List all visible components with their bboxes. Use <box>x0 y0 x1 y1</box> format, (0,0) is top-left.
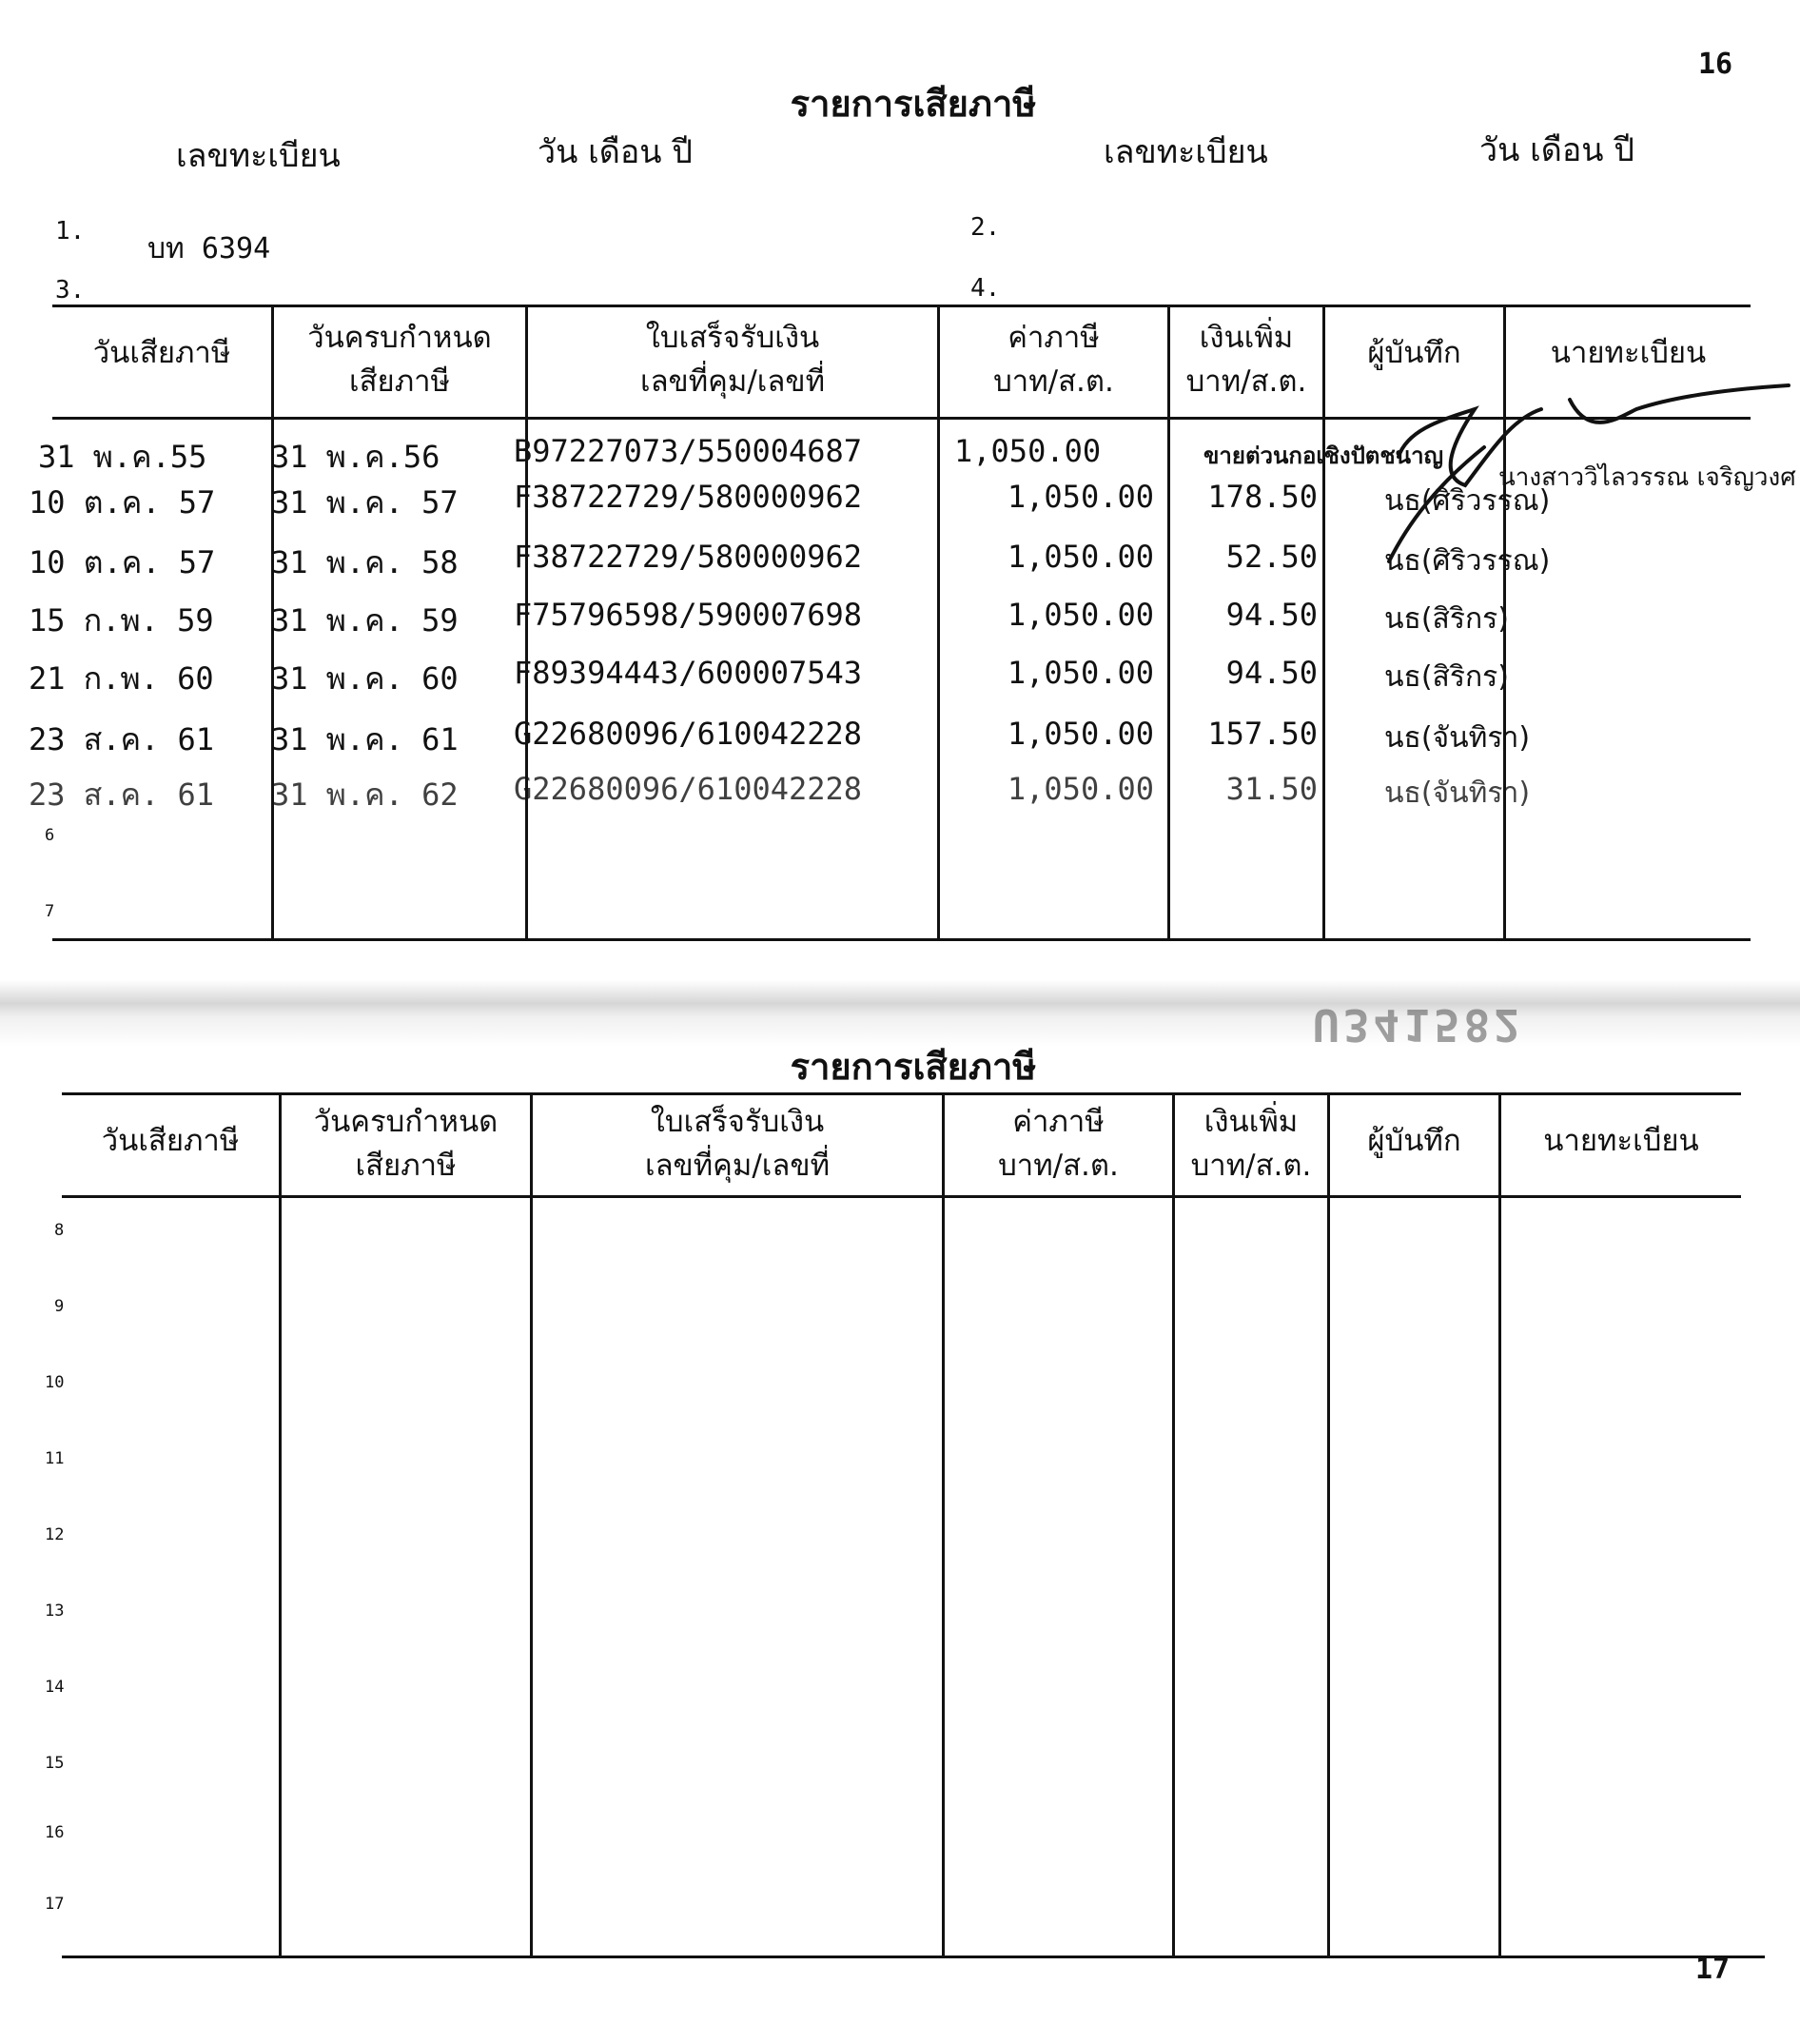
row-number: 12 <box>45 1525 65 1544</box>
col-header-surcharge: เงินเพิ่ม บาท/ส.ต. <box>1190 1105 1312 1183</box>
date-label-left: วัน เดือน ปี <box>538 133 693 171</box>
row-number: 7 <box>45 902 55 921</box>
col-header-paid-date: วันเสียภาษี <box>101 1124 240 1158</box>
page-title-bottom: รายการเสียภาษี <box>790 1046 1037 1088</box>
col-header-receipt: ใบเสร็จรับเงิน เลขที่คุม/เลขที่ <box>639 321 826 399</box>
page-title: รายการเสียภาษี <box>790 83 1037 125</box>
tax-table-bottom <box>45 1092 1741 1968</box>
col-header-surcharge: เงินเพิ่ม บาท/ส.ต. <box>1185 321 1307 399</box>
row-number: 15 <box>45 1754 65 1773</box>
stamp-number: U341582 <box>1313 999 1524 1051</box>
table-row: 10 ต.ค. 57 31 พ.ค. 58 F38722729/580000962 1,050.00 52.50 นธ(ศิริวรรณ) <box>29 539 1551 580</box>
row-number: 6 <box>45 826 55 845</box>
registration-no-1: 1. <box>55 217 86 246</box>
col-header-registrar: นายทะเบียน <box>1550 336 1707 370</box>
col-header-recorder: ผู้บันทึก <box>1367 1124 1461 1158</box>
col-header-tax: ค่าภาษี บาท/ส.ต. <box>998 1105 1119 1183</box>
col-header-tax: ค่าภาษี บาท/ส.ต. <box>993 321 1114 399</box>
col-header-recorder: ผู้บันทึก <box>1367 336 1461 370</box>
registrar-signature <box>1351 381 1798 571</box>
reg-label-left: เลขทะเบียน <box>176 137 341 175</box>
row-number: 11 <box>45 1449 65 1468</box>
table-row: 23 ส.ค. 61 31 พ.ค. 61 G22680096/610042228 1,050.00 157.50 นธ(จันทิรา) <box>29 716 1531 757</box>
page-number-top: 16 <box>1698 48 1733 81</box>
top-page <box>0 0 1800 990</box>
col-header-paid-date: วันเสียภาษี <box>92 336 231 370</box>
registration-value-1: บท 6394 <box>147 232 271 265</box>
table-row: 10 ต.ค. 57 31 พ.ค. 57 F38722729/580000962 1,050.00 178.50 นธ(ศิริวรรณ) <box>29 479 1551 521</box>
date-label-right: วัน เดือน ปี <box>1479 131 1634 169</box>
reg-label-right: เลขทะเบียน <box>1104 133 1268 171</box>
page-number-bottom: 17 <box>1695 1953 1731 1986</box>
row-number: 14 <box>45 1678 65 1697</box>
bottom-page <box>0 990 1800 2044</box>
col-header-registrar: นายทะเบียน <box>1543 1124 1699 1158</box>
registration-no-2: 2. <box>970 213 1001 242</box>
table-row: 23 ส.ค. 61 31 พ.ค. 62 G22680096/610042228 1,050.00 31.50 นธ(จันทิรา) <box>29 771 1531 813</box>
row-number: 9 <box>54 1297 65 1316</box>
row-number: 10 <box>45 1373 65 1392</box>
registration-no-3: 3. <box>55 276 86 305</box>
row-number: 17 <box>45 1895 65 1914</box>
table-row: 21 ก.พ. 60 31 พ.ค. 60 F89394443/600007543 1,050.00 94.50 นธ(สิริกร) <box>29 655 1509 697</box>
table-row: 15 ก.พ. 59 31 พ.ค. 59 F75796598/590007698 1,050.00 94.50 นธ(สิริกร) <box>29 597 1509 639</box>
registration-no-4: 4. <box>970 274 1001 303</box>
table-row: 31 พ.ค.55 31 พ.ค.56 B97227073/550004687 1,050.00 ขายต่วนกอเชิงปัตชนาญ นางสาววิไลวรรณ เจริญวงศ <box>38 433 1796 492</box>
row-number: 8 <box>54 1221 65 1240</box>
col-header-receipt: ใบเสร็จรับเงิน เลขที่คุม/เลขที่ <box>644 1105 831 1183</box>
col-header-due-date: วันครบกำหนด เสียภาษี <box>313 1105 499 1183</box>
row-number: 13 <box>45 1602 65 1621</box>
col-header-due-date: วันครบกำหนด เสียภาษี <box>307 321 492 399</box>
row-number: 16 <box>45 1823 65 1842</box>
